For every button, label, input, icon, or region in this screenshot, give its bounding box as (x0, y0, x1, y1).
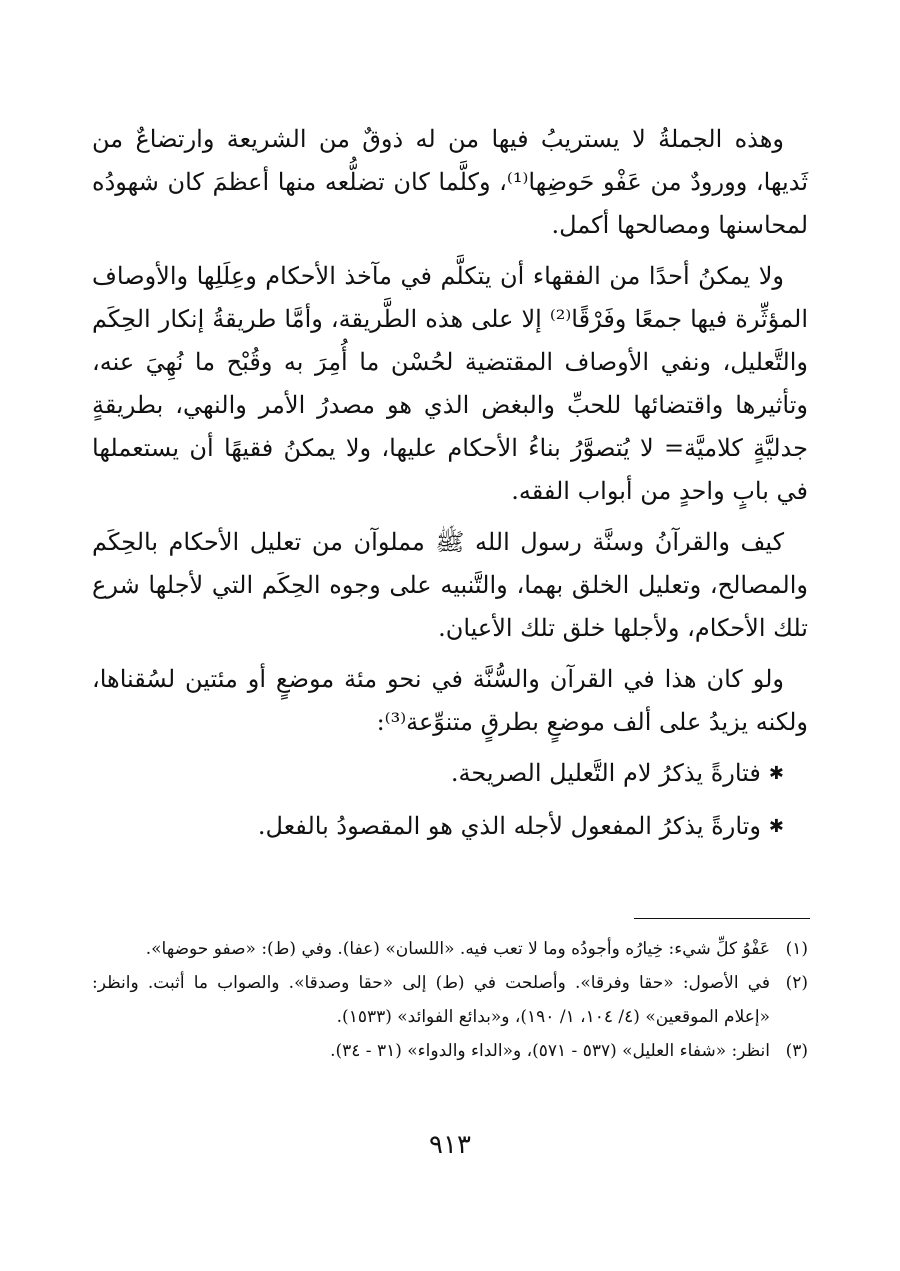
paragraph-1: وهذه الجملةُ لا يستريبُ فيها من له ذوقٌ من الشريعة وارتضاعٌ من ثَديها، وورودٌ من عَفْو حَوضِها⁽¹⁾، وكلَّما كان تضلُّعه منها أعظمَ كان شهودُه لمحاسنها ومصالحها أكمل. (92, 125, 808, 239)
paragraph-4: ولو كان هذا في القرآن والسُّنَّة في نحو مئة موضعٍ أو مئتين لسُقناها، ولكنه يزيدُ على ألف موضعٍ بطرقٍ متنوِّعة⁽³⁾: (92, 665, 808, 736)
bullet-item-2 (92, 805, 808, 848)
footnote-text-3: انظر: «شفاء العليل» (٥٣٧ - ٥٧١)، و«الداء والدواء» (٣١ - ٣٤). (330, 1041, 770, 1061)
footnote-text-1: عَفْوُ كلِّ شيء: خِيارُه وأجودُه وما لا تعب فيه. «اللسان» (عفا). وفي (ط): «صفو حوضها». (145, 939, 770, 959)
footnote-number-3: (٣) (785, 1041, 808, 1061)
paragraph-3: كيف والقرآنُ وسنَّة رسول الله ﷺ مملوآن من تعليل الأحكام بالحِكَم والمصالح، وتعليل الخلق بهما، والتَّنبيه على وجوه الحِكَم التي لأجلها شرع تلك الأحكام، ولأجلها خلق تلك الأعيان. (92, 528, 808, 642)
footnote-1 (92, 932, 808, 966)
footnote-number-2: (٢) (785, 973, 808, 993)
paragraph-2: ولا يمكنُ أحدًا من الفقهاء أن يتكلَّم في مآخذ الأحكام وعِلَلِها والأوصاف المؤثِّرة فيها جمعًا وفَرْقًا⁽²⁾ إلا على هذه الطَّريقة، وأمَّا طريقةُ إنكار الحِكَم والتَّعليل، ونفي الأوصاف المقتضية لحُسْن ما أُمِرَ به وقُبْح ما نُهِيَ عنه، وتأثيرها واقتضائها للحبِّ والبغض الذي هو مصدرُ الأمر والنهي، بطريقةٍ جدليَّةٍ كلاميَّة= لا يُتصوَّرُ بناءُ الأحكام عليها، ولا يمكنُ فقيهًا أن يستعملها في بابٍ واحدٍ من أبواب الفقه. (92, 262, 808, 505)
asterisk-icon: ✱ (768, 763, 784, 784)
footnote-separator (634, 918, 810, 919)
footnote-2 (92, 966, 808, 1034)
footnotes (92, 932, 808, 1068)
bullet-item-1 (92, 752, 808, 795)
footnote-number-1: (١) (785, 939, 808, 959)
page-number: ٩١٣ (429, 1130, 471, 1160)
main-text (92, 118, 808, 858)
bullet-text-2: وتارةً يذكرُ المفعول لأجله الذي هو المقصودُ بالفعل. (257, 812, 761, 840)
footnote-text-2: في الأصول: «حقا وفرقا». وأصلحت في (ط) إلى «حقا وصدقا». والصواب ما أثبت. وانظر: «إعلام الموقعين» (٤/ ١٠٤، ١/ ١٩٠)، و«بدائع الفوائد» (١٥٣٣). (92, 973, 770, 1027)
footnote-3 (92, 1034, 808, 1068)
bullet-text-1: فتارةً يذكرُ لام التَّعليل الصريحة. (450, 759, 761, 787)
asterisk-icon: ✱ (768, 816, 784, 837)
